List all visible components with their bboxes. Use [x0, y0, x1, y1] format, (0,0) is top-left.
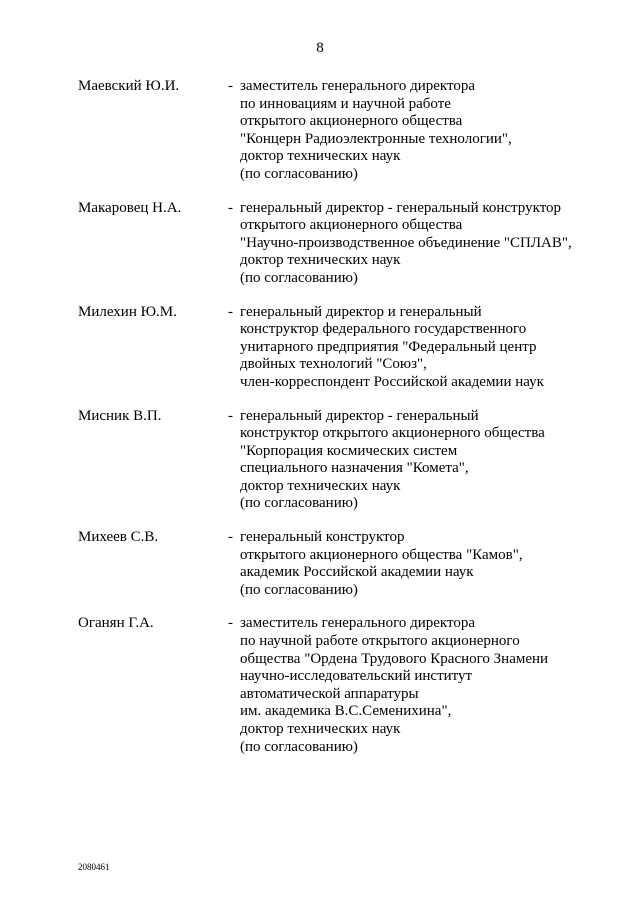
position-line: автоматической аппаратуры: [240, 685, 419, 702]
position-line: (по согласованию): [240, 165, 358, 182]
position-line: генеральный директор и генеральный: [240, 303, 482, 320]
member-entry: [0, 408, 640, 514]
position-line: (по согласованию): [240, 269, 358, 286]
position-line: генеральный конструктор: [240, 529, 405, 546]
position-line: открытого акционерного общества: [240, 113, 463, 130]
entry-dash: -: [228, 615, 233, 632]
position-line: "Концерн Радиоэлектронные технологии",: [240, 130, 512, 147]
entry-dash: -: [228, 78, 233, 94]
member-name: Мисник В.П.: [78, 407, 162, 424]
position-line: генеральный директор - генеральный конструктор: [240, 199, 562, 216]
member-position: [240, 304, 620, 392]
member-position: [240, 408, 620, 514]
entry-dash: -: [228, 407, 233, 424]
entry-dash: -: [228, 529, 233, 546]
member-entry: [0, 78, 640, 184]
member-position: [240, 529, 620, 599]
position-line: специального назначения "Комета",: [240, 460, 469, 477]
position-line: доктор технических наук: [240, 252, 401, 269]
position-line: им. академика В.С.Семенихина",: [240, 703, 452, 720]
member-list: [0, 78, 640, 772]
member-entry: [0, 304, 640, 392]
position-line: доктор технических наук: [240, 721, 401, 737]
page-number: 8: [316, 40, 324, 56]
position-line: генеральный директор - генеральный: [240, 407, 479, 424]
position-line: двойных технологий "Союз",: [240, 356, 427, 373]
position-line: заместитель генерального директора: [240, 78, 476, 94]
member-name: Оганян Г.А.: [78, 615, 154, 632]
position-line: (по согласованию): [240, 495, 358, 512]
position-line: конструктор открытого акционерного общества: [240, 425, 545, 442]
member-entry: [0, 615, 640, 756]
position-line: конструктор федерального государственного: [240, 321, 527, 338]
document-code: 2080461: [78, 862, 110, 872]
position-line: открытого акционерного общества: [240, 217, 463, 234]
member-name: Макаровец Н.А.: [78, 199, 182, 216]
position-line: (по согласованию): [240, 581, 358, 598]
entry-dash: -: [228, 303, 233, 320]
position-line: открытого акционерного общества "Камов",: [240, 546, 523, 563]
position-line: по инновациям и научной работе: [240, 95, 451, 112]
entry-dash: -: [228, 199, 233, 216]
member-position: [240, 78, 620, 184]
member-entry: [0, 529, 640, 599]
position-line: академик Российской академии наук: [240, 564, 474, 581]
member-position: [240, 615, 620, 756]
position-line: заместитель генерального директора: [240, 615, 476, 632]
position-line: доктор технических наук: [240, 148, 401, 165]
position-line: член-корреспондент Российской академии наук: [240, 373, 544, 390]
member-name: Михеев С.В.: [78, 529, 159, 546]
position-line: научно-исследовательский институт: [240, 668, 473, 685]
member-name: Маевский Ю.И.: [78, 78, 180, 94]
position-line: общества "Ордена Трудового Красного Знамени: [240, 650, 549, 667]
member-entry: [0, 200, 640, 288]
member-position: [240, 200, 620, 288]
position-line: по научной работе открытого акционерного: [240, 633, 520, 650]
position-line: "Корпорация космических систем: [240, 442, 458, 459]
position-line: "Научно-производственное объединение "СПЛАВ",: [240, 234, 572, 251]
position-line: доктор технических наук: [240, 477, 401, 494]
position-line: (по согласованию): [240, 738, 358, 755]
member-name: Милехин Ю.М.: [78, 303, 177, 320]
position-line: унитарного предприятия "Федеральный центр: [240, 338, 537, 355]
